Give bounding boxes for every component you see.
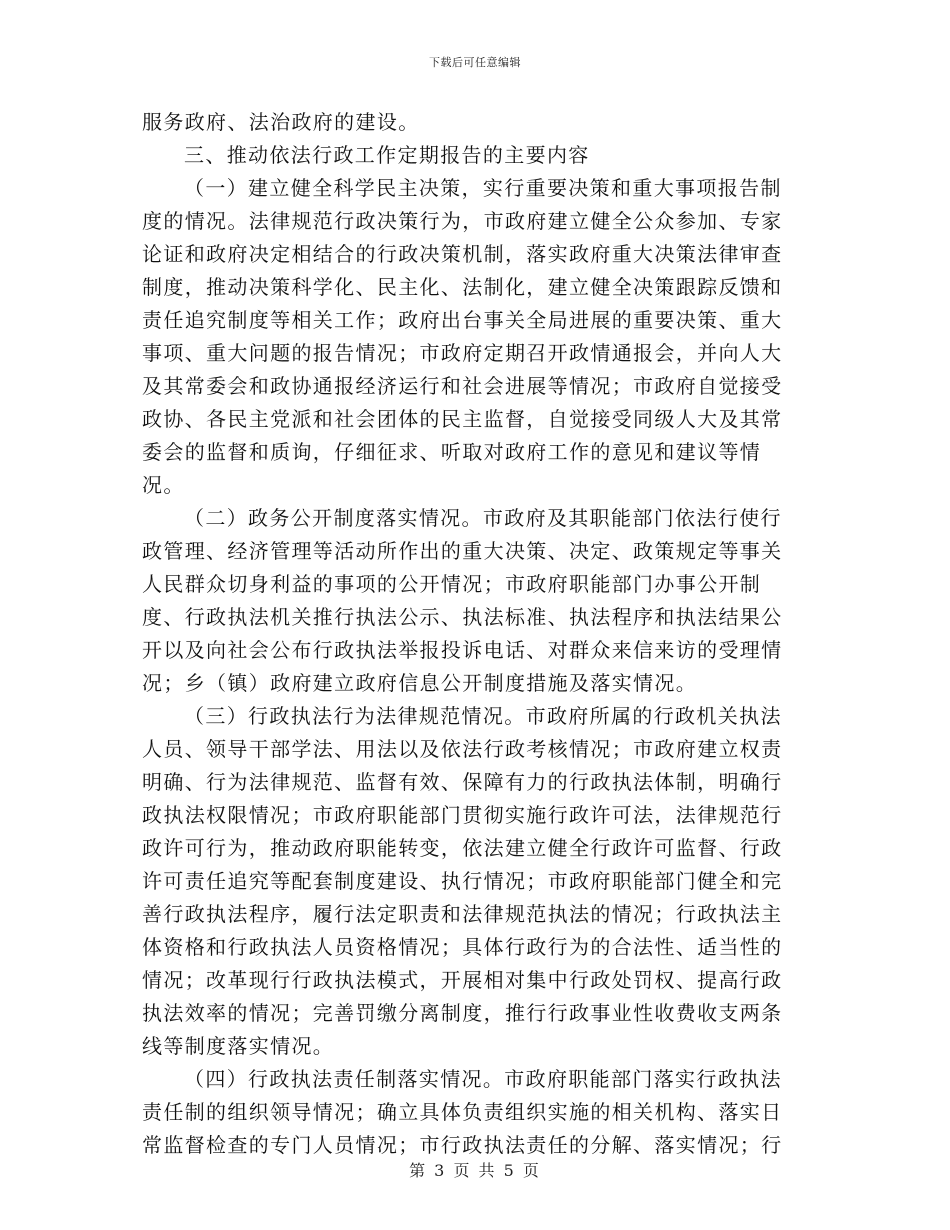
paragraph-enforcement-responsibility: （四）行政执法责任制落实情况。市政府职能部门落实行政执法责任制的组织领导情况；确立具体负责组织实施的相关机构、落实日常监督检查的专门人员情况；市行政执法责任的分解、落实情况；行 [142,1067,783,1157]
paragraph-administrative-enforcement: （三）行政执法行为法律规范情况。市政府所属的行政机关执法人员、领导干部学法、用法以及依法行政考核情况；市政府建立权责明确、行为法律规范、监督有效、保障有力的行政执法体制，明确行政执法权限情况；市政府职能部门贯彻实施行政许可法，法律规范行政许可行为，推动政府职能转变，依法建立健全行政许可监督、行政许可责任追究等配套制度建设、执行情况；市政府职能部门健全和完善行政执法程序，履行法定职责和法律规范执法的情况；行政执法主体资格和行政执法人员资格情况；具体行政行为的合法性、适当性的情况；改革现行行政执法模式，开展相对集中行政处罚权、提高行政执法效率的情况；完善罚缴分离制度，推行行政事业性收费收支两条线等制度落实情况。 [142,704,783,1058]
paragraph-continuation: 服务政府、法治政府的建设。 [142,110,420,134]
page-number: 第 3 页 共 5 页 [409,1161,541,1180]
paragraph-decision-making: （一）建立健全科学民主决策，实行重要决策和重大事项报告制度的情况。法律规范行政决策行为，市政府建立健全公众参加、专家论证和政府决定相结合的行政决策机制，落实政府重大决策法律审查制度，推动决策科学化、民主化、法制化，建立健全决策跟踪反馈和责任追究制度等相关工作；政府出台事关全局进展的重要决策、重大事项、重大问题的报告情况；市政府定期召开政情通报会，并向人大及其常委会和政协通报经济运行和社会进展等情况；市政府自觉接受政协、各民主党派和社会团体的民主监督，自觉接受同级人大及其常委会的监督和质询，仔细征求、听取对政府工作的意见和建议等情况。 [142,176,783,497]
document-body [142,106,802,1162]
page-header: 下载后可任意编辑 [429,56,521,69]
paragraph-government-affairs-disclosure: （二）政务公开制度落实情况。市政府及其职能部门依法行使行政管理、经济管理等活动所作出的重大决策、决定、政策规定等事关人民群众切身利益的事项的公开情况；市政府职能部门办事公开制度、行政执法机关推行执法公示、执法标准、执法程序和执法结果公开以及向社会公布行政执法举报投诉电话、对群众来信来访的受理情况；乡（镇）政府建立政府信息公开制度措施及落实情况。 [142,506,783,695]
section-heading: 三、推动依法行政工作定期报告的主要内容 [184,143,590,167]
